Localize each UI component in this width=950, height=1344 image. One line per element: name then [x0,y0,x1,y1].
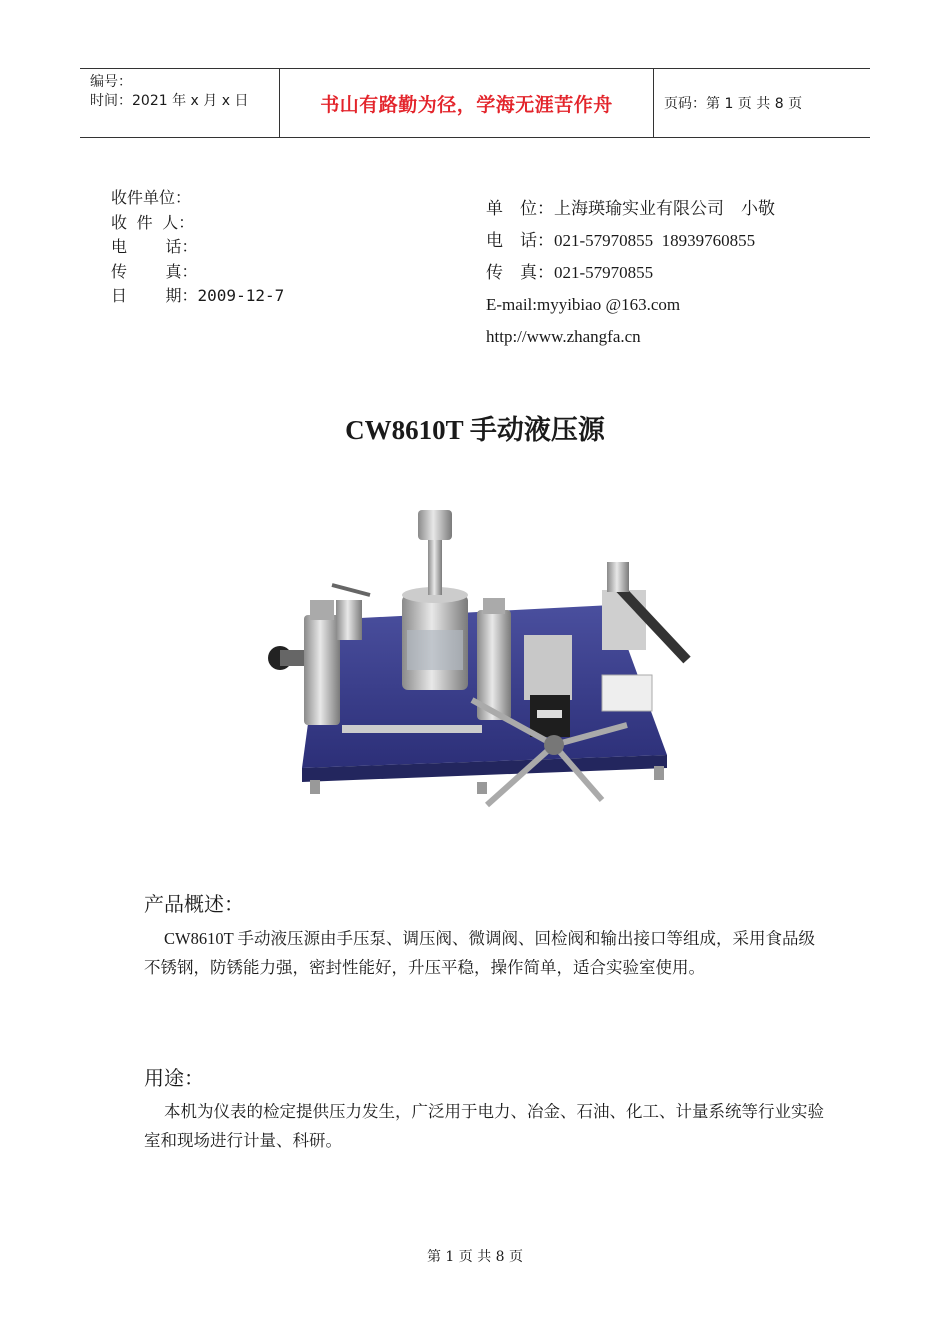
product-photo [262,500,692,830]
number-label: 编号： [90,74,132,90]
time-label: 时间：2021 年 x 月 x 日 [90,93,249,109]
recipient-unit: 收件单位： [111,188,192,207]
usage-paragraph [144,1097,824,1155]
usage-text: 本机为仪表的检定提供压力发生，广泛用于电力、冶金、石油、化工、计量系统等行业实验室和现场进行计量、科研。 [144,1102,824,1150]
sender-fax: 传 真：021-57970855 [486,263,654,282]
sender-url: http://www.zhangfa.cn [486,327,641,346]
overview-paragraph [144,924,824,982]
sender-unit: 单 位：上海瑛瑜实业有限公司 小敬 [486,199,775,218]
header-motto-cell [280,69,654,137]
recipient-date: 日 期：2009-12-7 [111,286,285,305]
header-table [80,68,870,138]
overview-heading: 产品概述： [144,892,244,916]
overview-text: CW8610T 手动液压源由手压泵、调压阀、微调阀、回检阀和输出接口等组成，采用食品级不锈钢，防锈能力强，密封性能好，升压平稳，操作简单，适合实验室使用。 [144,929,815,977]
header-left-cell [80,69,280,137]
document-title: CW8610T 手动液压源 [345,415,605,445]
recipient-phone: 电 话： [111,237,198,256]
page-info: 页码：第 1 页 共 8 页 [664,96,803,112]
sender-block [486,193,775,353]
header-page-cell [654,69,870,137]
motto-text: 书山有路勤为径，学海无涯苦作舟 [320,93,613,116]
recipient-fax: 传 真： [111,261,198,281]
page-footer: 第 1 页 共 8 页 [426,1249,524,1265]
recipient-block [111,186,284,309]
recipient-person: 收 件 人： [111,212,195,232]
sender-phone: 电 话：021-57970855 18939760855 [486,231,756,250]
sender-email: E-mail:myyibiao @163.com [486,295,681,314]
usage-heading: 用途： [144,1066,204,1090]
